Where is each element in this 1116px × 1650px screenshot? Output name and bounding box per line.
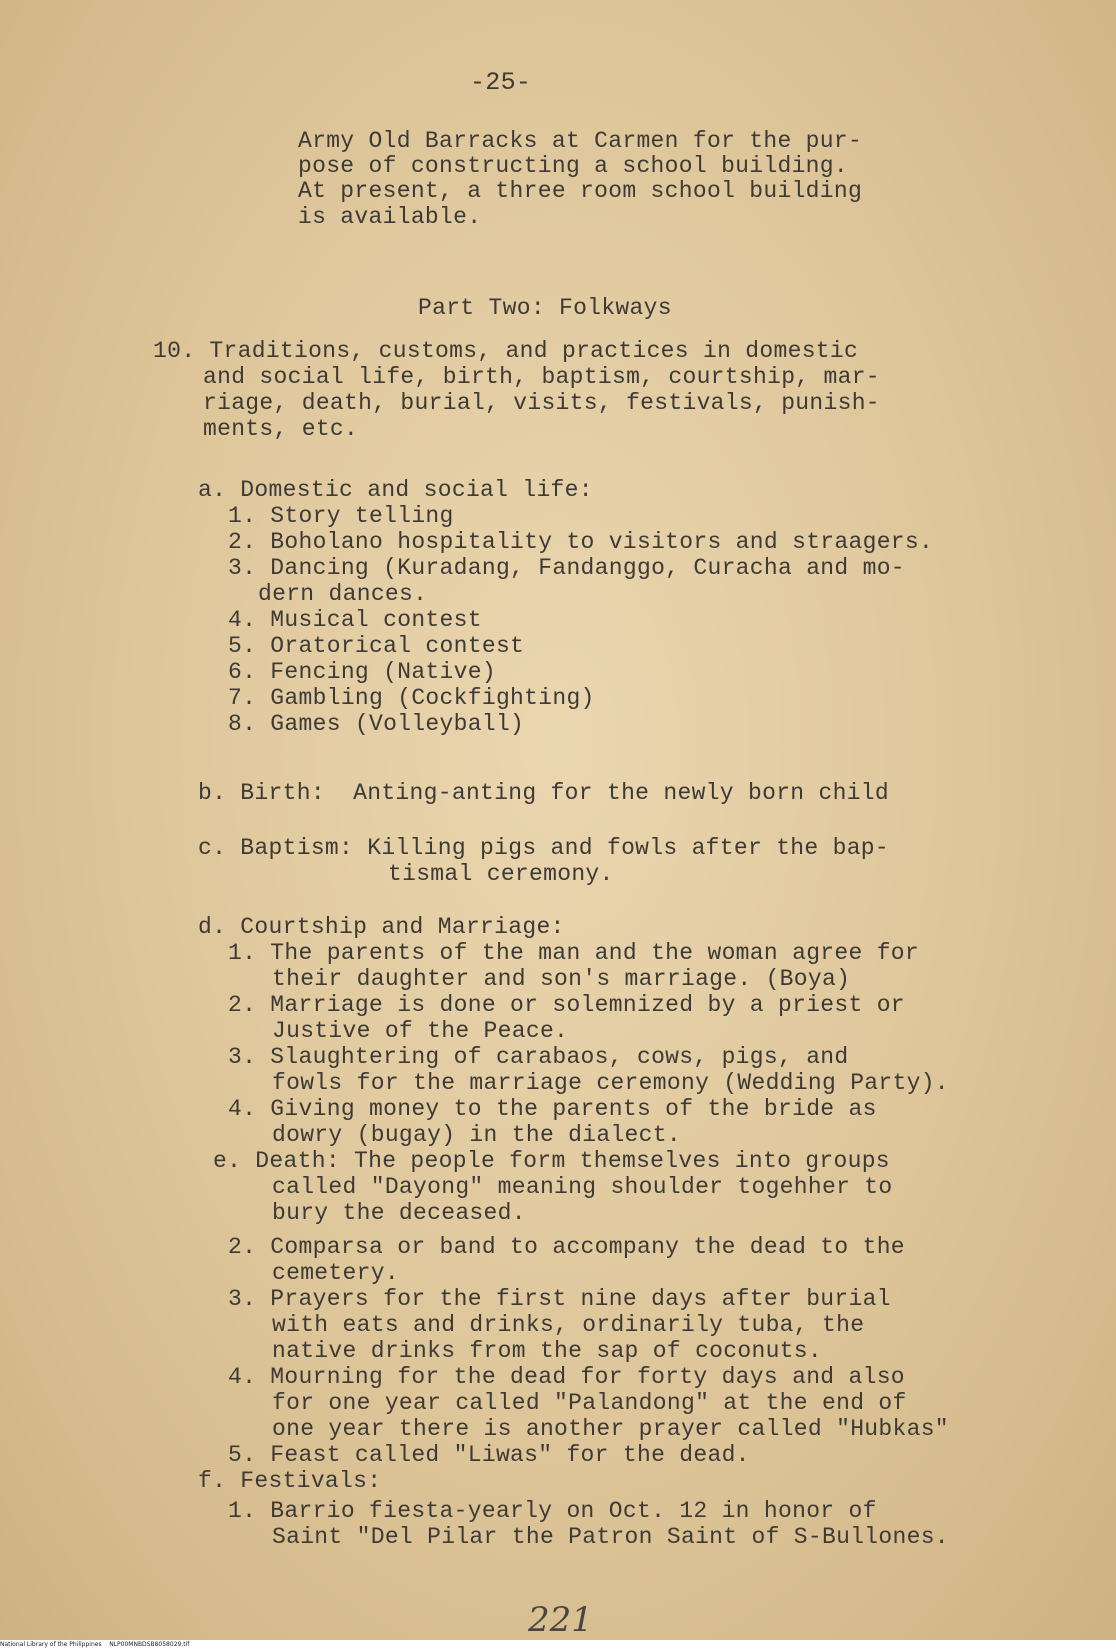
intro-line-1: Army Old Barracks at Carmen for the pur-	[298, 128, 863, 154]
page-number: -25-	[470, 68, 532, 97]
f-item-1-cont: Saint "Del Pilar the Patron Saint of S-Bullones.	[272, 1524, 949, 1550]
handwritten-number: 221	[528, 1600, 593, 1640]
b-birth: b. Birth: Anting-anting for the newly born child	[198, 780, 890, 806]
intro-line-3: At present, a three room school building	[298, 178, 863, 204]
e-item-3: 3. Prayers for the first nine days after burial	[228, 1286, 891, 1312]
a-item-7: 7. Gambling (Cockfighting)	[228, 685, 595, 711]
e-item-2: 2. Comparsa or band to accompany the dead to the	[228, 1234, 905, 1260]
d-heading: d. Courtship and Marriage:	[198, 914, 565, 940]
a-item-2: 2. Boholano hospitality to visitors and straagers.	[228, 529, 934, 555]
e-item-5: 5. Feast called "Liwas" for the dead.	[228, 1442, 750, 1468]
a-item-3: 3. Dancing (Kuradang, Fandanggo, Curacha and mo-	[228, 555, 905, 581]
a-item-1: 1. Story telling	[228, 503, 454, 529]
e-heading-cont-1: called "Dayong" meaning shoulder togehher to	[272, 1174, 893, 1200]
a-heading: a. Domestic and social life:	[198, 477, 593, 503]
a-item-5: 5. Oratorical contest	[228, 633, 525, 659]
e-item-2-cont: cemetery.	[272, 1260, 399, 1286]
e-item-4-cont-1: for one year called "Palandong" at the end of	[272, 1390, 907, 1416]
e-item-3-cont-2: native drinks from the sap of coconuts.	[272, 1338, 822, 1364]
e-heading: e. Death: The people form themselves into groups	[213, 1148, 890, 1174]
a-item-4: 4. Musical contest	[228, 607, 482, 633]
d-item-2: 2. Marriage is done or solemnized by a priest or	[228, 992, 905, 1018]
a-item-6: 6. Fencing (Native)	[228, 659, 496, 685]
item10-line-4: ments, etc.	[203, 416, 359, 442]
intro-line-2: pose of constructing a school building.	[298, 153, 848, 179]
d-item-3: 3. Slaughtering of carabaos, cows, pigs, and	[228, 1044, 849, 1070]
e-item-4: 4. Mourning for the dead for forty days and also	[228, 1364, 905, 1390]
item10-line-2: and social life, birth, baptism, courtship, mar-	[203, 364, 880, 390]
d-item-2-cont: Justive of the Peace.	[272, 1018, 569, 1044]
e-item-3-cont-1: with eats and drinks, ordinarily tuba, the	[272, 1312, 865, 1338]
e-item-4-cont-2: one year there is another prayer called "Hubkas"	[272, 1416, 949, 1442]
e-heading-cont-2: bury the deceased.	[272, 1200, 526, 1226]
d-item-4: 4. Giving money to the parents of the bride as	[228, 1096, 877, 1122]
a-item-8: 8. Games (Volleyball)	[228, 711, 525, 737]
d-item-3-cont: fowls for the marriage ceremony (Wedding Party).	[272, 1070, 949, 1096]
c-baptism-line-2: tismal ceremony.	[388, 861, 614, 887]
d-item-4-cont: dowry (bugay) in the dialect.	[272, 1122, 681, 1148]
item10-line-3: riage, death, burial, visits, festivals, punish-	[203, 390, 880, 416]
scan-footer: National Library of the Philippines NLP00MNBDSB8058029.tif	[0, 1640, 1116, 1650]
f-heading: f. Festivals:	[198, 1468, 382, 1494]
a-item-3-cont: dern dances.	[258, 581, 428, 607]
f-item-1: 1. Barrio fiesta-yearly on Oct. 12 in honor of	[228, 1498, 877, 1524]
d-item-1-cont: their daughter and son's marriage. (Boya)	[272, 966, 851, 992]
d-item-1: 1. The parents of the man and the woman agree for	[228, 940, 920, 966]
c-baptism-line-1: c. Baptism: Killing pigs and fowls after the bap-	[198, 835, 890, 861]
intro-line-4: is available.	[298, 204, 482, 230]
part-heading: Part Two: Folkways	[418, 295, 672, 321]
item10-line-1: 10. Traditions, customs, and practices in domestic	[153, 338, 859, 364]
